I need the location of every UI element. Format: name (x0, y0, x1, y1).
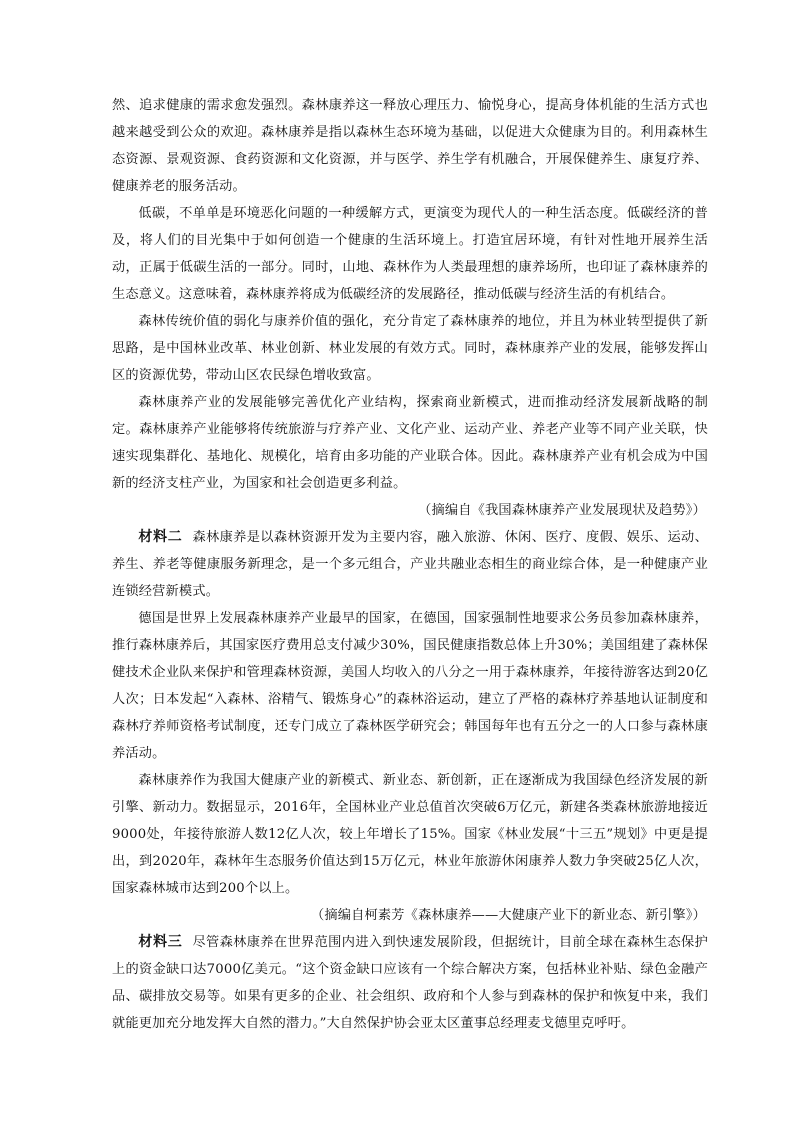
paragraph-continuation: 然、追求健康的需求愈发强烈。森林康养这一释放心理压力、愉悦身心，提高身体机能的生活方式也越来越受到公众的欢迎。森林康养是指以森林生态环境为基础，以促进大众健康为目的。利用森林生态资源、景观资源、食药资源和文化资源，并与医学、养生学有机融合，开展保健养生、康复疗养、健康养老的服务活动。 (112, 98, 708, 194)
paragraph-china-data: 森林康养作为我国大健康产业的新模式、新业态、新创新，正在逐渐成为我国绿色经济发展的新引擎、新动力。数据显示，2016年，全国林业产业总值首次突破6万亿元，新建各类森林旅游地接近9000处，年接待旅游人数12亿人次，较上年增长了15%。国家《林业发展“十三五”规划》中更是提出，到2020年，森林年生态服务价值达到15万亿元，林业年旅游休闲康养人数力争突破25亿人次，国家森林城市达到200个以上。 (112, 773, 708, 896)
material-3-label: 材料三 (138, 934, 183, 950)
paragraph-forest-value: 森林传统价值的弱化与康养价值的强化，充分肯定了森林康养的地位，并且为林业转型提供了新思路，是中国林业改革、林业创新、林业发展的有效方式。同时，森林康养产业的发展，能够发挥山区的资源优势，带动山区农民绿色增收致富。 (112, 314, 708, 383)
paragraph-international: 德国是世界上发展森林康养产业最早的国家，在德国，国家强制性地要求公务员参加森林康养，推行森林康养后，其国家医疗费用总支付减少30%，国民健康指数总体上升30%；美国组建了森林保健技术企业队来保护和管理森林资源，美国人均收入的八分之一用于森林康养，年接待游客达到20亿人次；日本发起“入森林、浴精气、锻炼身心”的森林浴运动，建立了严格的森林疗养基地认证制度和森林疗养师资格考试制度，还专门成立了森林医学研究会；韩国每年也有五分之一的人口参与森林康养活动。 (112, 611, 708, 761)
material-2-label: 材料二 (138, 529, 183, 545)
document-page (112, 92, 708, 1037)
material-3-intro (112, 929, 708, 1037)
paragraph-industry-structure: 森林康养产业的发展能够完善优化产业结构，探索商业新模式，进而推动经济发展新战略的制定。森林康养产业能够将传统旅游与疗养产业、文化产业、运动产业、养老产业等不同产业关联，快速实现集群化、基地化、规模化，培育由多功能的产业联合体。因此。森林康养产业有机会成为中国新的经济支柱产业，为国家和社会创造更多利益。 (112, 395, 708, 491)
source-citation-2: （摘编自柯素芳《森林康养——大健康产业下的新业态、新引擎》） (310, 908, 706, 923)
material-3-first-text: 尽管森林康养在世界范围内进入到快速发展阶段，但据统计，目前全球在森林生态保护上的资金缺口达7000亿美元。“这个资金缺口应该有一个综合解决方案，包括林业补贴、绿色金融产品、碳排放交易等。如果有更多的企业、社会组织、政府和个人参与到森林的保护和恢复中来，我们就能更加充分地发挥大自然的潜力。”大自然保护协会亚太区董事总经理麦戈德里克呼吁。 (112, 935, 708, 1031)
paragraph-low-carbon: 低碳，不单单是环境恶化问题的一种缓解方式，更演变为现代人的一种生活态度。低碳经济的普及，将人们的目光集中于如何创造一个健康的生活环境上。打造宜居环境，有针对性地开展养生活动，正属于低碳生活的一部分。同时，山地、森林作为人类最理想的康养场所，也印证了森林康养的生态意义。这意味着，森林康养将成为低碳经济的发展路径，推动低碳与经济生活的有机结合。 (112, 206, 708, 302)
source-citation-1: （摘编自《我国森林康养产业发展现状及趋势》） (418, 503, 706, 518)
material-2-first-text: 森林康养是以森林资源开发为主要内容，融入旅游、休闲、医疗、度假、娱乐、运动、养生、养老等健康服务新理念，是一个多元组合，产业共融业态相生的商业综合体，是一种健康产业连锁经营新模式。 (112, 530, 708, 599)
material-2-intro (112, 524, 708, 605)
